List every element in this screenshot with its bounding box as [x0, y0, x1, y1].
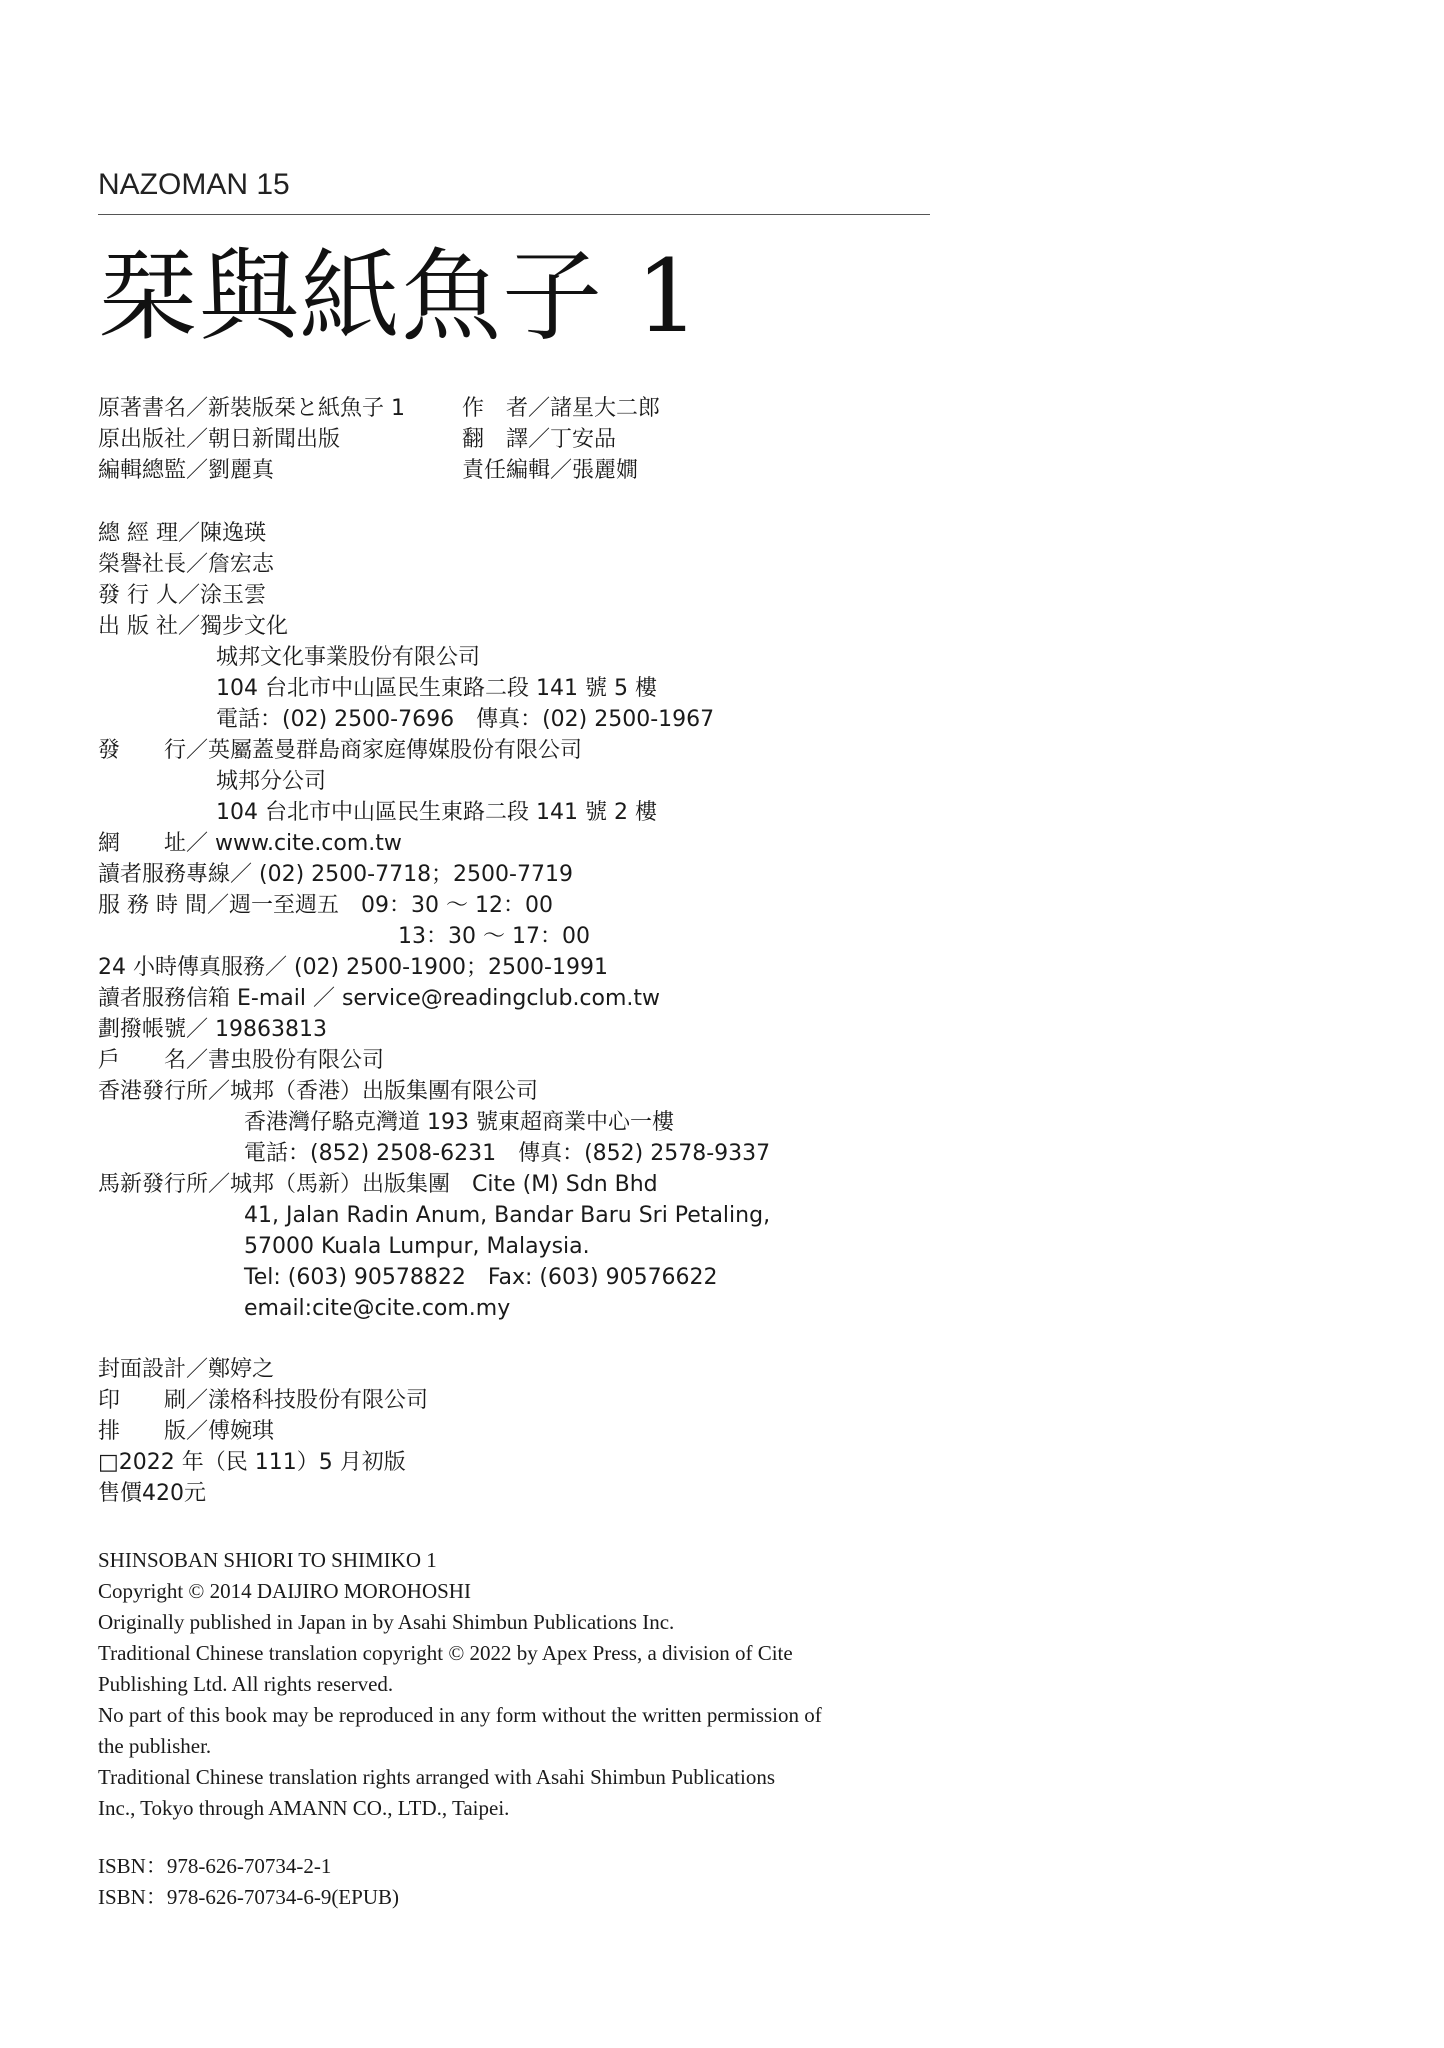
credit-row: [98, 424, 998, 455]
publisher-block: [98, 518, 998, 1324]
series-label: NAZOMAN 15: [98, 168, 290, 201]
publisher-line: 電話：(852) 2508-6231 傳真：(852) 2578-9337: [244, 1141, 771, 1166]
publisher-line: 24 小時傳真服務／ (02) 2500-1900；2500-1991: [98, 955, 608, 980]
credit-right: 責任編輯／張麗嫺: [462, 458, 639, 483]
publisher-line: Tel: (603) 90578822 Fax: (603) 90576622: [244, 1265, 718, 1290]
production-line: 印 刷／漾格科技股份有限公司: [98, 1388, 429, 1413]
publisher-line: 馬新發行所／城邦（馬新）出版集團 Cite (M) Sdn Bhd: [98, 1172, 658, 1197]
isbn-line: ISBN：978-626-70734-6-9(EPUB): [98, 1885, 399, 1909]
production-line: 排 版／傅婉琪: [98, 1419, 275, 1444]
title-rule: [98, 214, 930, 215]
publisher-line: 總 經 理／陳逸瑛: [98, 521, 266, 546]
book-title: 栞與紙魚子 1: [98, 238, 701, 355]
credit-left: 原出版社／朝日新聞出版: [98, 427, 341, 452]
copyright-line: SHINSOBAN SHIORI TO SHIMIKO 1: [98, 1548, 437, 1572]
credit-left: 原著書名／新裝版栞と紙魚子 1: [98, 396, 405, 421]
copyright-line: Inc., Tokyo through AMANN CO., LTD., Taipei.: [98, 1796, 510, 1820]
copyright-line: Publishing Ltd. All rights reserved.: [98, 1672, 394, 1696]
publisher-line: 服 務 時 間／週一至週五 09：30 ～ 12：00: [98, 893, 553, 918]
publisher-line: 榮譽社長／詹宏志: [98, 552, 275, 577]
copyright-line: Copyright © 2014 DAIJIRO MOROHOSHI: [98, 1579, 471, 1603]
publisher-line: 104 台北市中山區民生東路二段 141 號 2 樓: [216, 800, 657, 825]
copyright-line: Traditional Chinese translation rights arranged with Asahi Shimbun Publications: [98, 1765, 775, 1789]
publisher-line: 城邦分公司: [216, 769, 327, 794]
publisher-line: 城邦文化事業股份有限公司: [216, 645, 481, 670]
edition-line: □2022 年（民 111）5 月初版: [98, 1450, 406, 1475]
credit-row: [98, 393, 998, 424]
production-line: 封面設計／鄭婷之: [98, 1357, 275, 1382]
credit-right: 翻 譯／丁安品: [462, 427, 617, 452]
credits-block: [98, 393, 998, 486]
publisher-line: 104 台北市中山區民生東路二段 141 號 5 樓: [216, 676, 657, 701]
publisher-line: 出 版 社／獨步文化: [98, 614, 288, 639]
publisher-line: 香港灣仔駱克灣道 193 號東超商業中心一樓: [244, 1110, 674, 1135]
publisher-line: 戶 名／書虫股份有限公司: [98, 1048, 385, 1073]
price-line: 售價420元: [98, 1481, 206, 1506]
credit-left: 編輯總監／劉麗真: [98, 458, 275, 483]
copyright-line: No part of this book may be reproduced in any form without the written permission of: [98, 1703, 822, 1727]
website-line: 網 址／ www.cite.com.tw: [98, 831, 402, 856]
copyright-line: Originally published in Japan in by Asahi Shimbun Publications Inc.: [98, 1610, 675, 1634]
copyright-line: the publisher.: [98, 1734, 212, 1758]
email-line: email:cite@cite.com.my: [244, 1296, 511, 1321]
credit-row: [98, 455, 998, 486]
credit-right: 作 者／諸星大二郎: [462, 396, 661, 421]
publisher-line: 發 行 人／涂玉雲: [98, 583, 266, 608]
publisher-line: 讀者服務專線／ (02) 2500-7718；2500-7719: [98, 862, 573, 887]
publisher-line: 電話：(02) 2500-7696 傳真：(02) 2500-1967: [216, 707, 715, 732]
publisher-line: 發 行／英屬蓋曼群島商家庭傳媒股份有限公司: [98, 738, 583, 763]
production-block: [98, 1354, 998, 1509]
isbn-block: [98, 1851, 399, 1913]
copyright-block: [98, 1545, 938, 1824]
email-line: 讀者服務信箱 E-mail ／ service@readingclub.com.tw: [98, 986, 661, 1011]
isbn-line: ISBN：978-626-70734-2-1: [98, 1854, 332, 1878]
copyright-line: Traditional Chinese translation copyright © 2022 by Apex Press, a division of Cite: [98, 1641, 793, 1665]
publisher-line: 香港發行所／城邦（香港）出版集團有限公司: [98, 1079, 539, 1104]
publisher-line: 劃撥帳號／ 19863813: [98, 1017, 327, 1042]
publisher-line: 41, Jalan Radin Anum, Bandar Baru Sri Petaling,: [244, 1203, 771, 1228]
publisher-line: 57000 Kuala Lumpur, Malaysia.: [244, 1234, 590, 1259]
publisher-line: 13：30 ～ 17：00: [398, 924, 590, 949]
